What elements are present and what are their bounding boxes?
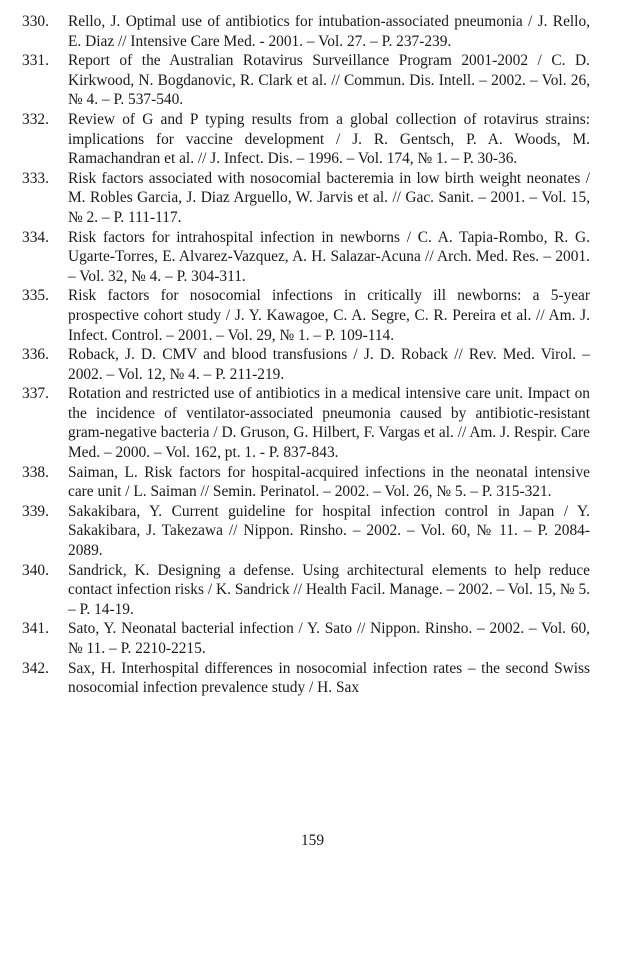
- reference-entry: [22, 169, 590, 228]
- reference-entry: [22, 286, 590, 345]
- reference-text: Risk factors for intrahospital infection in newborns / C. A. Tapia-Rombo, R. G. Ugarte-Torres, E. Alvarez-Vazquez, A. H. Salazar-Acuna // Arch. Med. Res. – 2001. – Vol. 32, № 4. – P. 304-311.: [68, 228, 590, 285]
- reference-number: 330.: [22, 13, 49, 30]
- reference-entry: [22, 12, 590, 51]
- reference-entry: [22, 561, 590, 620]
- reference-text: Sandrick, K. Designing a defense. Using architectural elements to help reduce contact infection risks / K. Sandrick // Health Facil. Manage. – 2002. – Vol. 15, № 5. – P. 14-19.: [68, 561, 590, 618]
- reference-entry: [22, 384, 590, 462]
- reference-entry: [22, 51, 590, 110]
- reference-entry: [22, 345, 590, 384]
- reference-number: 333.: [22, 169, 49, 187]
- reference-entry: [22, 110, 590, 169]
- reference-number: 332.: [22, 110, 49, 128]
- reference-text: Roback, J. D. CMV and blood transfusions / J. D. Roback // Rev. Med. Virol. – 2002. – Vol. 12, № 4. – P. 211-219.: [68, 346, 590, 383]
- reference-number: 342.: [22, 659, 49, 677]
- reference-text: Rotation and restricted use of antibiotics in a medical intensive care unit. Impact on the incidence of ventilator-associated pneumonia caused by antibiotic-resistant gram-negative bacteria / D. Gruson, G. Hilbert, F. Vargas et al. // Am. J. Respir. Care Med. – 2000. – Vol. 162, pt. 1. - P. 837-843.: [68, 385, 590, 462]
- reference-number: 331.: [22, 52, 49, 70]
- reference-entry: [22, 619, 590, 658]
- reference-text: Risk factors for nosocomial infections in critically ill newborns: a 5-year prospective cohort study / J. Y. Kawagoe, C. A. Segre, C. R. Pereira et al. // Am. J. Infect. Control. – 2001. – Vol. 29, № 1. – P. 109-114.: [68, 287, 590, 344]
- reference-list: [22, 12, 590, 698]
- reference-text: Risk factors associated with nosocomial bacteremia in low birth weight neonates / M. Robles Garcia, J. Diaz Arguello, W. Jarvis et al. // Gac. Sanit. – 2001. – Vol. 15, № 2. – P. 111-117.: [68, 169, 590, 226]
- reference-number: 337.: [22, 385, 49, 403]
- reference-text: Review of G and P typing results from a global collection of rotavirus strains: implications for vaccine development / J. R. Gentsch, P. A. Woods, M. Ramachandran et al. // J. Infect. Dis. – 1996. – Vol. 174, № 1. – P. 30-36.: [68, 110, 590, 168]
- reference-number: 335.: [22, 287, 49, 305]
- reference-entry: [22, 463, 590, 502]
- reference-entry: [22, 502, 590, 561]
- reference-entry: [22, 228, 590, 287]
- reference-entry: [22, 659, 590, 698]
- reference-number: 334.: [22, 228, 49, 246]
- reference-text: Saiman, L. Risk factors for hospital-acquired infections in the neonatal intensive care unit / L. Saiman // Semin. Perinatol. – 2002. – Vol. 26, № 5. – P. 315-321.: [68, 463, 590, 501]
- reference-text: Sakakibara, Y. Current guideline for hospital infection control in Japan / Y. Sakakibara, J. Takezawa // Nippon. Rinsho. – 2002. – Vol. 60, № 11. – P. 2084-2089.: [68, 502, 590, 560]
- reference-number: 336.: [22, 346, 49, 364]
- reference-number: 338.: [22, 463, 49, 481]
- reference-text: Rello, J. Optimal use of antibiotics for intubation-associated pneumonia / J. Rello, E. Diaz // Intensive Care Med. - 2001. – Vol. 27. – P. 237-239.: [68, 13, 590, 50]
- reference-number: 339.: [22, 502, 49, 520]
- reference-number: 340.: [22, 561, 49, 579]
- reference-number: 341.: [22, 620, 49, 638]
- reference-text: Sato, Y. Neonatal bacterial infection / Y. Sato // Nippon. Rinsho. – 2002. – Vol. 60, № 11. – P. 2210-2215.: [68, 620, 590, 657]
- reference-text: Sax, H. Interhospital differences in nosocomial infection rates – the second Swiss nosocomial infection prevalence study / H. Sax: [68, 659, 590, 697]
- reference-text: Report of the Australian Rotavirus Surveillance Program 2001-2002 / C. D. Kirkwood, N. Bogdanovic, R. Clark et al. // Commun. Dis. Intell. – 2002. – Vol. 26, № 4. – P. 537-540.: [68, 52, 590, 109]
- page-number: 159: [300, 832, 325, 849]
